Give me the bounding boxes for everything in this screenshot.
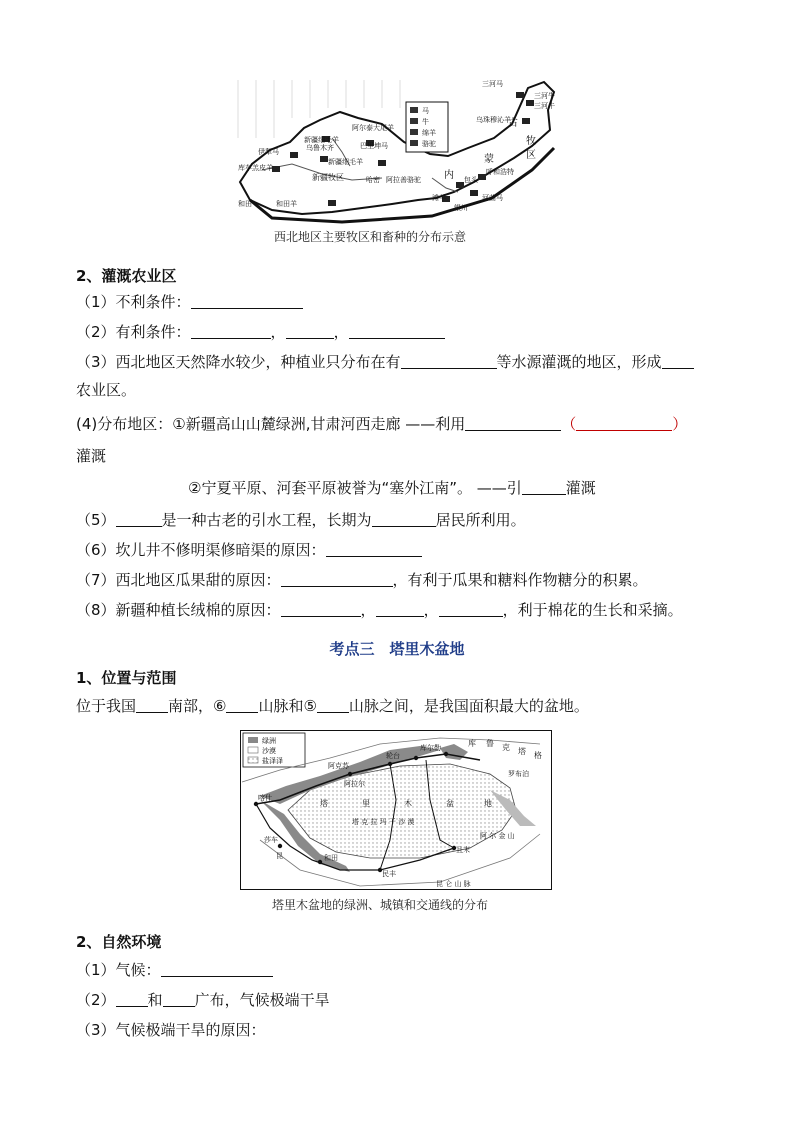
label-yinchuan: 银川 [454,204,468,212]
label-urumqi: 乌鲁木齐 [306,144,334,152]
q7: （7）西北地区瓜果甜的原因： ，有利于瓜果和糖料作物糖分的积累。 [76,571,648,589]
answer-blank[interactable] [136,697,168,713]
q3-line1: （3）西北地区天然降水较少，种植业只分布在有 等水源灌溉的地区，形成 [76,352,694,372]
label-xinjiang-fine-2: 新疆细毛羊 [328,158,363,166]
label-alashan: 阿拉善骆驼 [386,176,421,184]
answer-blank[interactable] [376,601,424,617]
answer-blank[interactable] [281,601,361,617]
q4-line3: ②宁夏平原、河套平原被誉为“塞外江南”。 ——引 灌溉 [188,479,596,497]
legend-horse: 马 [422,107,429,115]
q3-line2: 农业区。 [76,381,137,399]
legend-oasis: 绿洲 [262,737,276,745]
q8: （8）新疆种植长绒棉的原因： ， ， ，利于棉花的生长和采摘。 [76,601,683,619]
label-tarim-pen: 盆 [446,799,454,808]
q5: （5） 是一种古老的引水工程，长期为 居民所利用。 [76,511,526,529]
label-yili-horse: 伊犁马 [258,148,279,156]
label-ge: 格 [534,751,542,760]
answer-blank[interactable] [281,571,393,587]
label-gu: 古 [508,118,518,129]
label-balikun: 巴里坤马 [360,142,388,150]
label-qiemo: 且末 [456,846,470,854]
answer-blank[interactable] [191,293,303,309]
answer-blank[interactable] [116,511,162,527]
label-sanhe-horse: 三河马 [482,80,503,88]
label-baotou: 包头 [464,176,478,184]
label-aksu: 阿克苏 [328,762,349,770]
label-lu: 鲁 [486,739,494,748]
label-desert: 塔 克 拉 玛 干 沙 漠 [352,818,415,826]
answer-blank[interactable] [465,415,561,431]
answer-blank[interactable] [326,541,422,557]
q4-line2: 灌溉 [76,447,107,465]
q4-line1: (4)分布地区：①新疆高山山麓绿洲,甘肃河西走廊 ——利用 （ ） [76,415,688,433]
map1-caption: 西北地区主要牧区和畜种的分布示意 [274,230,467,244]
label-tarim-ta: 塔 [320,799,328,808]
label-wuzhumuqin: 乌珠穆沁羊 [476,116,511,124]
label-kuerle: 库尔勒 [420,744,441,752]
location-text: 位于我国 南部，⑥ 山脉和⑤ 山脉之间，是我国面积最大的盆地。 [76,697,589,715]
answer-blank[interactable] [349,323,445,339]
label-xinjiang-area: 新疆牧区 [312,173,344,182]
answer-blank[interactable] [116,991,148,1007]
label-shache: 莎车 [264,836,278,844]
answer-blank[interactable] [522,479,566,495]
answer-blank[interactable] [401,353,497,369]
label-hetian-sheep: 和田羊 [276,200,297,208]
label-aerjin: 阿 尔 金 山 [480,832,515,840]
label-kunlun: 昆 仑 山 脉 [436,880,471,888]
legend-desert: 沙漠 [262,747,276,755]
label-qu: 区 [526,150,536,161]
answer-blank[interactable] [576,415,672,431]
answer-blank[interactable] [286,323,334,339]
label-nei: 内 [444,170,454,181]
env-q1: （1）气候： [76,960,273,980]
map2-caption: 塔里木盆地的绿洲、城镇和交通线的分布 [272,898,489,912]
legend-sheep: 绵羊 [422,129,436,137]
label-kun: 昆 [276,852,283,860]
q1-unfavorable: （1）不利条件： [76,292,303,312]
answer-blank[interactable] [439,601,503,617]
label-tanyang: 滩羊 [432,194,446,202]
label-luntai: 轮台 [386,752,400,760]
label-sanhe-cattle-1: 三河牛 [534,92,555,100]
label-xinjiang-fine: 新疆细毛羊 [304,136,339,144]
label-tarim-mu: 木 [404,799,412,808]
label-ta: 塔 [518,747,526,756]
answer-blank[interactable] [191,323,271,339]
label-tarim-di: 地 [484,799,492,808]
answer-blank[interactable] [226,697,258,713]
label-tarim-li: 里 [362,799,370,808]
label-meng: 蒙 [484,154,494,165]
label-luobupo: 罗布泊 [508,770,529,778]
label-hetian: 和田 [324,854,338,862]
label-mu: 牧 [526,136,536,147]
env-q2: （2） 和 广布，气候极端干旱 [76,991,330,1009]
label-kuche: 库车羔皮羊 [238,164,273,172]
tarim-basin-map [240,730,552,890]
legend-cattle: 牛 [422,118,429,126]
section-environment-title: 2、自然环境 [76,933,162,951]
q2-favorable: （2）有利条件： ， ， [76,322,445,342]
env-q3: （3）气候极端干旱的原因： [76,1021,266,1039]
label-alar: 阿拉尔 [344,780,365,788]
answer-blank[interactable] [317,697,349,713]
label-ke: 克 [502,743,510,752]
label-hequ: 河曲马 [482,194,503,202]
label-ku: 库 [468,739,476,748]
answer-blank[interactable] [662,353,694,369]
section-irrigation-title: 2、灌溉农业区 [76,267,177,285]
label-hami: 哈密 [366,176,380,184]
label-minfeng: 民丰 [382,870,396,878]
legend-salt: 盐泽泽 [262,757,283,765]
legend-camel: 骆驼 [422,140,436,148]
kaodian3-title: 考点三 塔里木盆地 [329,640,465,658]
label-altay: 阿尔泰大尾羊 [352,124,394,132]
label-hetian: 和田 [238,200,252,208]
answer-blank[interactable] [163,991,195,1007]
q6: （6）坎儿井不修明渠修暗渠的原因： [76,540,422,560]
answer-blank[interactable] [372,511,436,527]
label-huhehaote: 呼和浩特 [486,168,514,176]
northwest-pastoral-map [232,78,562,226]
section-location-title: 1、位置与范围 [76,669,177,687]
label-sanhe-cattle-2: 三河牛 [534,102,555,110]
label-kashi: 喀什 [258,794,272,802]
answer-blank[interactable] [161,961,273,977]
